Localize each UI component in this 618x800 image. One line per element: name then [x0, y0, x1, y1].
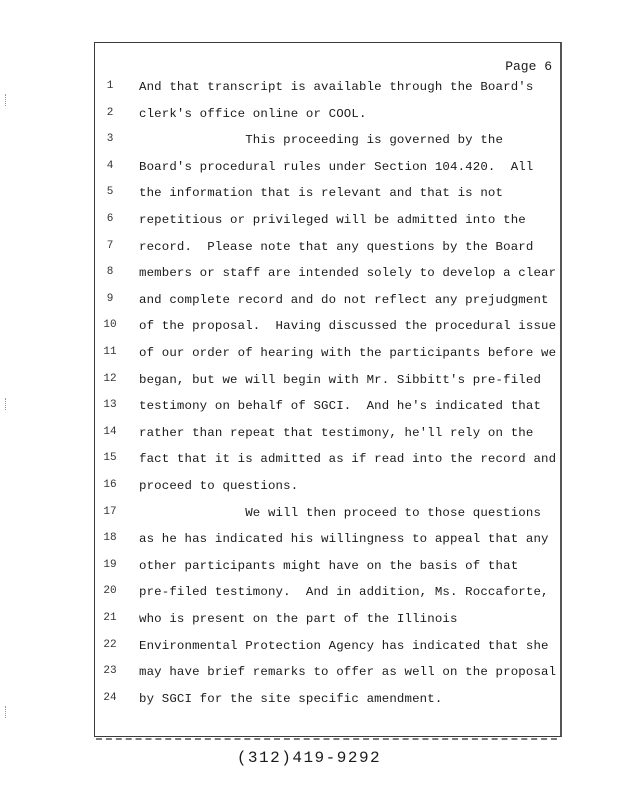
line-number: 5 [106, 186, 114, 199]
page-label: Page 6 [505, 59, 552, 74]
line-text: clerk's office online or COOL. [139, 106, 367, 121]
line-number: 21 [103, 612, 117, 624]
line-number: 7 [106, 239, 114, 252]
line-text: began, but we will begin with Mr. Sibbitt's pre-filed [139, 372, 542, 387]
line-number: 2 [106, 106, 114, 119]
bottom-rule [96, 738, 557, 740]
transcript-line [95, 399, 560, 419]
transcript-line [95, 452, 560, 472]
line-text: by SGCI for the site specific amendment. [139, 691, 443, 706]
line-text: We will then proceed to those questions [139, 505, 542, 520]
line-number: 20 [103, 585, 117, 598]
line-text: and complete record and do not reflect any prejudgment [139, 292, 549, 307]
transcript-line [95, 426, 560, 446]
transcript-line [95, 107, 560, 127]
transcript-line [95, 559, 560, 579]
transcript-line [95, 293, 560, 313]
transcript-line [95, 585, 560, 605]
transcript-line [95, 346, 560, 366]
transcript-line [95, 639, 560, 659]
line-text: proceed to questions. [139, 479, 299, 493]
line-number: 15 [103, 452, 117, 465]
line-number: 10 [103, 319, 117, 332]
transcript-line [95, 612, 560, 632]
line-number: 24 [103, 691, 117, 704]
line-text: testimony on behalf of SGCI. And he's indicated that [139, 399, 542, 414]
line-text: This proceeding is governed by the [139, 133, 504, 148]
transcript-line [95, 506, 560, 526]
binding-hole-mark [5, 94, 9, 106]
transcript-line [95, 160, 560, 180]
line-number: 9 [106, 292, 114, 305]
transcript-line [95, 213, 560, 233]
line-number: 14 [103, 425, 117, 438]
line-number: 13 [103, 399, 117, 412]
transcript-line [95, 373, 560, 393]
line-number: 11 [103, 346, 117, 358]
line-text: of the proposal. Having discussed the procedural issue [139, 319, 557, 334]
line-text: of our order of hearing with the participants before we [139, 346, 557, 360]
line-number: 18 [103, 532, 117, 545]
line-text: fact that it is admitted as if read into the record and [139, 452, 557, 467]
transcript-line [95, 266, 560, 286]
line-text: Board's procedural rules under Section 104.420. All [139, 159, 534, 174]
transcript-line [95, 80, 560, 100]
line-number: 8 [106, 266, 114, 279]
line-text: record. Please note that any questions by the Board [139, 239, 534, 254]
transcript-line [95, 532, 560, 552]
line-text: members or staff are intended solely to develop a clear [139, 266, 557, 281]
transcript-page [94, 42, 562, 737]
transcript-line [95, 133, 560, 153]
transcript-line [95, 479, 560, 499]
line-number: 19 [103, 558, 117, 571]
line-text: as he has indicated his willingness to appeal that any [139, 532, 549, 547]
line-number: 3 [106, 133, 114, 146]
line-number: 22 [103, 638, 117, 651]
line-text: And that transcript is available through the Board's [139, 80, 534, 94]
line-number: 4 [106, 159, 114, 172]
line-text: other participants might have on the basis of that [139, 558, 519, 573]
line-number: 17 [103, 505, 117, 518]
line-number: 6 [106, 213, 114, 225]
line-text: pre-filed testimony. And in addition, Ms. Roccaforte, [139, 585, 549, 600]
binding-hole-mark [5, 398, 9, 410]
transcript-line [95, 240, 560, 260]
line-text: rather than repeat that testimony, he'll rely on the [139, 425, 534, 440]
line-text: may have brief remarks to offer as well on the proposal [139, 665, 557, 680]
line-number: 1 [106, 80, 114, 92]
line-text: repetitious or privileged will be admitted into the [139, 213, 526, 227]
line-number: 23 [103, 665, 117, 678]
line-text: who is present on the part of the Illinois [139, 612, 458, 626]
transcript-line [95, 692, 560, 712]
line-text: Environmental Protection Agency has indicated that she [139, 638, 549, 653]
line-text: the information that is relevant and that is not [139, 186, 504, 201]
line-number: 16 [103, 479, 117, 491]
transcript-line [95, 186, 560, 206]
line-number: 12 [103, 372, 117, 385]
binding-hole-mark [5, 706, 9, 718]
footer-phone: (312)419-9292 [236, 749, 382, 767]
transcript-line [95, 319, 560, 339]
transcript-line [95, 665, 560, 685]
